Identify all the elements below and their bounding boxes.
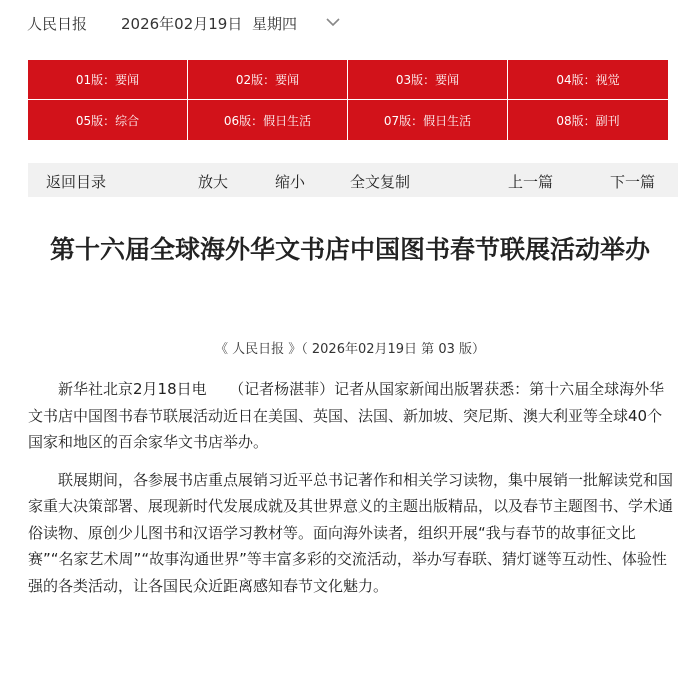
page-link-08[interactable]: 08版：副刊 bbox=[556, 113, 620, 128]
issue-date: 2026年02月19日 bbox=[121, 15, 243, 33]
copy-all-button[interactable]: 全文复制 bbox=[350, 173, 411, 191]
zoom-out-button[interactable]: 缩小 bbox=[275, 173, 306, 191]
article-source: 《 人民日报 》（ 2026年02月19日 第 03 版） bbox=[214, 342, 485, 357]
page-link-07[interactable]: 07版：假日生活 bbox=[348, 100, 508, 140]
article-toolbar bbox=[28, 163, 678, 197]
date-bar bbox=[0, 0, 700, 50]
chevron-down-icon[interactable] bbox=[325, 16, 341, 28]
page-link-05[interactable]: 05版：综合 bbox=[28, 100, 188, 140]
page-link-03[interactable]: 03版：要闻 bbox=[348, 60, 508, 100]
article-paragraph: 新华社北京2月18日电 （记者杨湛菲）记者从国家新闻出版署获悉：第十六届全球海外华文书店中国图书春节联展活动近日在美国、英国、法国、新加坡、突尼斯、澳大利亚等全球40个国家和地区的百余家华文书店举办。 bbox=[28, 380, 665, 451]
paper-name: 人民日报 bbox=[27, 15, 88, 33]
article-paragraph: 联展期间，各参展书店重点展销习近平总书记著作和相关学习读物，集中展销一批解读党和国家重大决策部署、展现新时代发展成就及其世界意义的主题出版精品，以及春节主题图书、学术通俗读物、原创少儿图书和汉语学习教材等。面向海外读者，组织开展“我与春节的故事征文比赛”“名家艺术周”“故事沟通世界”等丰富多彩的交流活动，举办写春联、猜灯谜等互动性、体验性强的各类活动，让各国民众近距离感知春节文化魅力。 bbox=[28, 470, 674, 595]
page-link-01[interactable]: 01版：要闻 bbox=[28, 60, 188, 100]
next-article-button[interactable]: 下一篇 bbox=[610, 173, 656, 191]
page-link-02[interactable]: 02版：要闻 bbox=[188, 60, 348, 100]
page-link-06[interactable]: 06版：假日生活 bbox=[188, 100, 348, 140]
article-title: 第十六届全球海外华文书店中国图书春节联展活动举办 bbox=[49, 235, 650, 264]
back-to-contents-button[interactable]: 返回目录 bbox=[46, 173, 107, 191]
issue-weekday: 星期四 bbox=[252, 15, 298, 33]
previous-article-button[interactable]: 上一篇 bbox=[508, 173, 554, 191]
page-link-04[interactable]: 04版：视觉 bbox=[508, 60, 668, 100]
zoom-in-button[interactable]: 放大 bbox=[198, 173, 229, 191]
page-navigation bbox=[28, 60, 668, 140]
article-body bbox=[28, 376, 673, 610]
